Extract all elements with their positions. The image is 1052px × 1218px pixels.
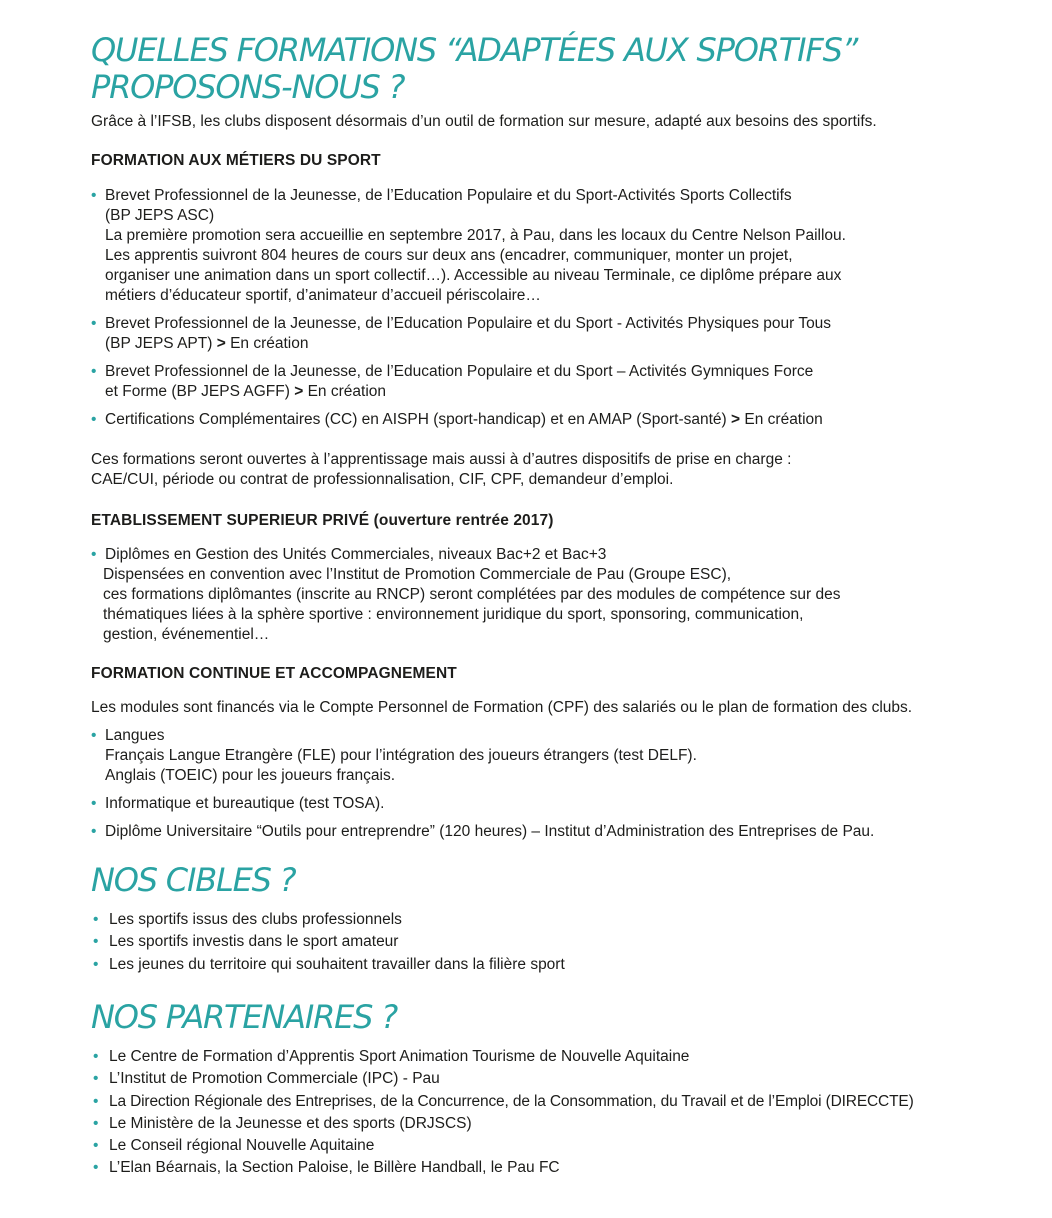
formations-title-line1: QUELLES FORMATIONS “ADAPTÉES AUX SPORTIFS” — [91, 31, 858, 69]
list-item-line — [105, 382, 846, 402]
list-item — [91, 314, 846, 354]
list-item-line: gestion, événementiel… — [103, 626, 270, 643]
list-item-line: Brevet Professionnel de la Jeunesse, de l’Education Populaire et du Sport - Activités Physiques pour Tous — [105, 315, 832, 332]
continue-intro: Les modules sont financés via le Compte Personnel de Formation (CPF) des salariés ou le plan de formation des clubs. — [91, 699, 913, 716]
list-item — [91, 1135, 914, 1157]
list-item — [91, 931, 565, 953]
bullet-icon: • — [93, 955, 99, 973]
list-item — [91, 1157, 914, 1179]
etablissement-list — [91, 545, 840, 645]
list-item-text: Les jeunes du territoire qui souhaitent travailler dans la filière sport — [109, 955, 565, 973]
list-item-text: La Direction Régionale des Entreprises, de la Concurrence, de la Consommation, du Travail et de l’Emploi (DIRECCTE) — [109, 1092, 914, 1110]
list-item — [91, 822, 874, 842]
list-item — [91, 362, 846, 402]
list-item-line: Diplôme Universitaire “Outils pour entreprendre” (120 heures) – Institut d’Administration des Entreprises de Pau. — [105, 823, 875, 840]
status-label: En création — [230, 335, 309, 352]
list-item-line: Anglais (TOEIC) pour les joueurs français. — [105, 767, 396, 784]
list-item — [91, 954, 565, 976]
partenaires-list — [91, 1046, 914, 1180]
list-item-line: Brevet Professionnel de la Jeunesse, de l’Education Populaire et du Sport-Activités Sports Collectifs — [105, 187, 792, 204]
bullet-icon: • — [91, 546, 97, 563]
list-item — [91, 545, 840, 645]
bullet-icon: • — [91, 187, 97, 204]
metiers-note-line2: CAE/CUI, période ou contrat de professionnalisation, CIF, CPF, demandeur d’emploi. — [91, 471, 674, 488]
list-item — [91, 1068, 914, 1090]
list-item-line: Langues — [105, 727, 165, 744]
formations-title — [91, 32, 857, 106]
list-item — [91, 186, 846, 306]
bullet-icon: • — [91, 823, 97, 840]
bullet-icon: • — [91, 315, 97, 332]
list-item-line — [105, 334, 846, 354]
list-item — [91, 1113, 914, 1135]
list-item-line: (BP JEPS ASC) — [105, 207, 215, 224]
cibles-title: NOS CIBLES ? — [91, 861, 296, 899]
list-item — [91, 410, 846, 430]
list-item-text: Le Centre de Formation d’Apprentis Sport Animation Tourisme de Nouvelle Aquitaine — [109, 1048, 690, 1065]
bullet-icon: • — [93, 1048, 99, 1065]
bullet-icon: • — [93, 1092, 99, 1110]
list-item-text: L’Institut de Promotion Commerciale (IPC) - Pau — [109, 1070, 440, 1088]
list-item-text: L’Elan Béarnais, la Section Paloise, le Billère Handball, le Pau FC — [109, 1159, 560, 1177]
arrow-icon: > — [294, 383, 304, 400]
bullet-icon: • — [91, 363, 97, 380]
list-item-line: Français Langue Etrangère (FLE) pour l’intégration des joueurs étrangers (test DELF). — [105, 747, 697, 764]
cibles-list — [91, 909, 565, 976]
status-label: En création — [307, 383, 387, 400]
formations-intro: Grâce à l’IFSB, les clubs disposent désormais d’un outil de formation sur mesure, adapté aux besoins des sportifs. — [91, 113, 877, 130]
bullet-icon: • — [93, 933, 99, 951]
list-item-line: ces formations diplômantes (inscrite au RNCP) seront complétées par des modules de compétence sur des — [103, 586, 841, 603]
list-item-line: Dispensées en convention avec l’Institut de Promotion Commerciale de Pau (Groupe ESC), — [103, 566, 732, 583]
metiers-list — [91, 186, 846, 430]
list-item-line: thématiques liées à la sphère sportive : environnement juridique du sport, sponsoring, communication, — [103, 606, 804, 623]
continue-list — [91, 726, 874, 842]
bullet-icon: • — [91, 727, 97, 744]
list-item-text: et Forme (BP JEPS AGFF) — [105, 383, 290, 400]
bullet-icon: • — [93, 1159, 99, 1177]
list-item — [91, 909, 565, 931]
list-item-line: Brevet Professionnel de la Jeunesse, de l’Education Populaire et du Sport – Activités Gymniques Force — [105, 363, 814, 380]
list-item-line: organiser une animation dans un sport collectif…). Accessible au niveau Terminale, ce diplôme prépare aux — [105, 267, 842, 284]
bullet-icon: • — [91, 795, 97, 812]
list-item — [91, 726, 874, 786]
metiers-note-line1: Ces formations seront ouvertes à l’apprentissage mais aussi à d’autres dispositifs de prise en charge : — [91, 451, 792, 468]
list-item — [91, 1046, 914, 1068]
bullet-icon: • — [93, 1137, 99, 1155]
list-item-text: Certifications Complémentaires (CC) en AISPH (sport-handicap) et en AMAP (Sport-santé) — [105, 411, 727, 428]
status-label: En création — [744, 411, 823, 428]
list-item-text: (BP JEPS APT) — [105, 335, 213, 352]
list-item — [91, 794, 874, 814]
list-item-text: Le Conseil régional Nouvelle Aquitaine — [109, 1137, 375, 1155]
list-item-line: La première promotion sera accueillie en septembre 2017, à Pau, dans les locaux du Centre Nelson Paillou. — [105, 227, 846, 244]
list-item-line: métiers d’éducateur sportif, d’animateur d’accueil périscolaire… — [105, 287, 541, 304]
etablissement-heading: ETABLISSEMENT SUPERIEUR PRIVÉ (ouverture rentrée 2017) — [91, 512, 554, 529]
list-item — [91, 1091, 914, 1113]
partenaires-title: NOS PARTENAIRES ? — [91, 998, 397, 1036]
arrow-icon: > — [731, 411, 741, 428]
list-item-line: Les apprentis suivront 804 heures de cours sur deux ans (encadrer, communiquer, monter un projet, — [105, 247, 793, 264]
list-item-text: Le Ministère de la Jeunesse et des sports (DRJSCS) — [109, 1114, 472, 1132]
metiers-note — [91, 450, 791, 490]
list-item-text: Les sportifs issus des clubs professionnels — [109, 911, 402, 928]
formations-title-line2: PROPOSONS-NOUS ? — [91, 68, 405, 106]
metiers-heading: FORMATION AUX MÉTIERS DU SPORT — [91, 152, 381, 169]
arrow-icon: > — [216, 335, 226, 352]
bullet-icon: • — [93, 1070, 99, 1088]
list-item-text: Les sportifs investis dans le sport amateur — [109, 933, 399, 951]
bullet-icon: • — [93, 911, 99, 928]
bullet-icon: • — [91, 411, 97, 428]
list-item-line: Informatique et bureautique (test TOSA). — [105, 795, 385, 812]
bullet-icon: • — [93, 1114, 99, 1132]
list-item-line — [105, 410, 846, 430]
list-item-line: Diplômes en Gestion des Unités Commerciales, niveaux Bac+2 et Bac+3 — [105, 546, 607, 563]
continue-heading: FORMATION CONTINUE ET ACCOMPAGNEMENT — [91, 665, 457, 682]
